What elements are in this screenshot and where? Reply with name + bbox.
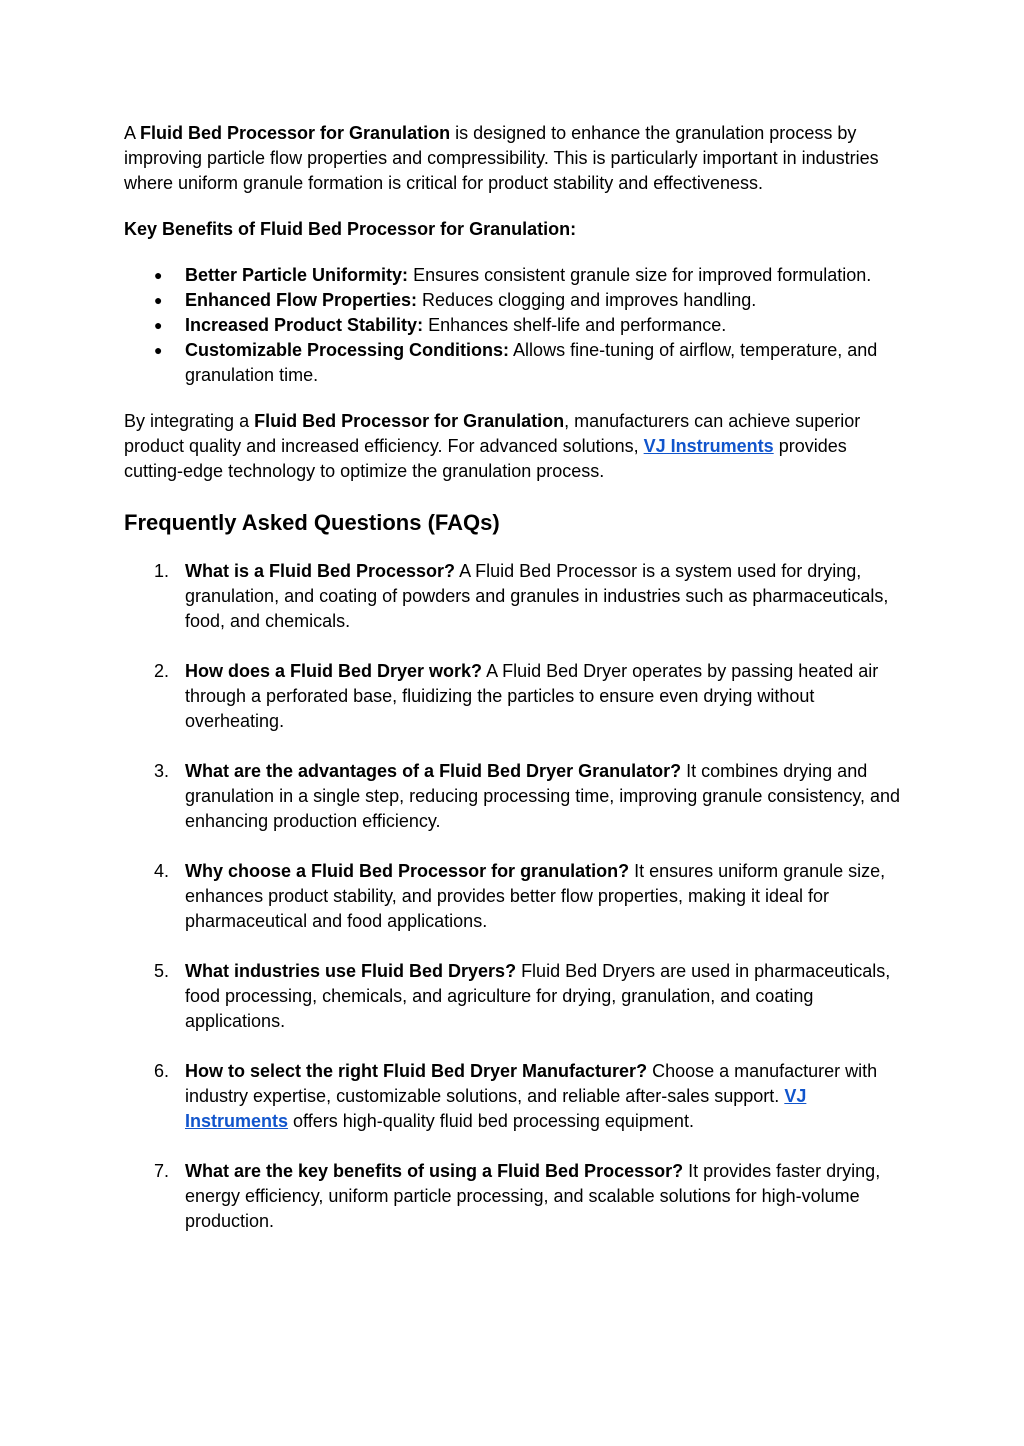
benefit-text: Enhances shelf-life and performance. bbox=[423, 315, 727, 335]
faq-item bbox=[124, 1159, 904, 1234]
faq-item bbox=[124, 1059, 904, 1134]
faq-list bbox=[124, 559, 904, 1234]
bullet-icon: ● bbox=[154, 317, 163, 333]
list-item bbox=[124, 288, 904, 313]
faq-number: 1. bbox=[154, 561, 170, 581]
faq-answer-post: offers high-quality fluid bed processing equipment. bbox=[288, 1111, 694, 1131]
faq-answer: A Fluid Bed Dryer operates by passing heated air through a perforated base, fluidizing the particles to ensure even drying without overheating. bbox=[185, 661, 879, 731]
benefit-title: Better Particle Uniformity: bbox=[185, 265, 409, 285]
bullet-icon: ● bbox=[154, 292, 163, 308]
faq-number: 4. bbox=[154, 861, 170, 881]
faq-answer: It provides faster drying, energy efficiency, uniform particle processing, and scalable solutions for high-volume production. bbox=[185, 1161, 881, 1231]
closing-paragraph: By integrating a Fluid Bed Processor for Granulation, manufacturers can achieve superior product quality and increased efficiency. For advanced solutions, VJ Instruments provides cutting-edge technology to optimize the granulation process. bbox=[124, 411, 861, 481]
list-item bbox=[124, 313, 904, 338]
faq-heading: Frequently Asked Questions (FAQs) bbox=[124, 510, 500, 535]
benefit-title: Enhanced Flow Properties: bbox=[185, 290, 418, 310]
faq-answer: It ensures uniform granule size, enhances product stability, and provides better flow properties, making it ideal for pharmaceutical and food applications. bbox=[185, 861, 886, 931]
faq-question: What is a Fluid Bed Processor? bbox=[185, 561, 456, 581]
list-item bbox=[124, 263, 904, 288]
document-page bbox=[124, 121, 904, 1259]
faq-number: 3. bbox=[154, 761, 170, 781]
vj-instruments-link[interactable]: VJ Instruments bbox=[643, 436, 774, 456]
faq-item bbox=[124, 559, 904, 634]
faq-question: Why choose a Fluid Bed Processor for granulation? bbox=[185, 861, 630, 881]
benefit-text: Allows fine-tuning of airflow, temperature, and granulation time. bbox=[185, 340, 878, 385]
faq-item bbox=[124, 759, 904, 834]
benefit-text: Ensures consistent granule size for improved formulation. bbox=[408, 265, 872, 285]
benefits-heading: Key Benefits of Fluid Bed Processor for Granulation: bbox=[124, 219, 577, 239]
vj-instruments-link[interactable]: VJ Instruments bbox=[185, 1086, 807, 1131]
intro-bold-term: Fluid Bed Processor for Granulation bbox=[140, 123, 451, 143]
list-item bbox=[124, 338, 904, 388]
faq-number: 2. bbox=[154, 661, 170, 681]
benefits-list bbox=[124, 263, 904, 388]
faq-answer: A Fluid Bed Processor is a system used for drying, granulation, and coating of powders and granules in industries such as pharmaceuticals, food, and chemicals. bbox=[185, 561, 889, 631]
intro-paragraph: A Fluid Bed Processor for Granulation is designed to enhance the granulation process by improving particle flow properties and compressibility. This is particularly important in industries where uniform granule formation is critical for product stability and effectiveness. bbox=[124, 123, 879, 193]
faq-answer: It combines drying and granulation in a single step, reducing processing time, improving granule consistency, and enhancing production efficiency. bbox=[185, 761, 901, 831]
faq-number: 7. bbox=[154, 1161, 170, 1181]
closing-bold-term: Fluid Bed Processor for Granulation bbox=[254, 411, 565, 431]
bullet-icon: ● bbox=[154, 342, 163, 358]
benefit-title: Customizable Processing Conditions: bbox=[185, 340, 510, 360]
faq-question: What are the key benefits of using a Fluid Bed Processor? bbox=[185, 1161, 684, 1181]
benefit-title: Increased Product Stability: bbox=[185, 315, 424, 335]
faq-number: 5. bbox=[154, 961, 170, 981]
faq-question: How does a Fluid Bed Dryer work? bbox=[185, 661, 483, 681]
faq-question: What are the advantages of a Fluid Bed Dryer Granulator? bbox=[185, 761, 682, 781]
faq-item bbox=[124, 859, 904, 934]
bullet-icon: ● bbox=[154, 267, 163, 283]
faq-number: 6. bbox=[154, 1061, 170, 1081]
faq-answer: Choose a manufacturer with industry expertise, customizable solutions, and reliable after-sales support. bbox=[185, 1061, 878, 1106]
faq-question: How to select the right Fluid Bed Dryer Manufacturer? bbox=[185, 1061, 648, 1081]
faq-answer: Fluid Bed Dryers are used in pharmaceuticals, food processing, chemicals, and agriculture for drying, granulation, and coating applications. bbox=[185, 961, 891, 1031]
faq-question: What industries use Fluid Bed Dryers? bbox=[185, 961, 517, 981]
benefit-text: Reduces clogging and improves handling. bbox=[417, 290, 757, 310]
faq-item bbox=[124, 959, 904, 1034]
faq-item bbox=[124, 659, 904, 734]
